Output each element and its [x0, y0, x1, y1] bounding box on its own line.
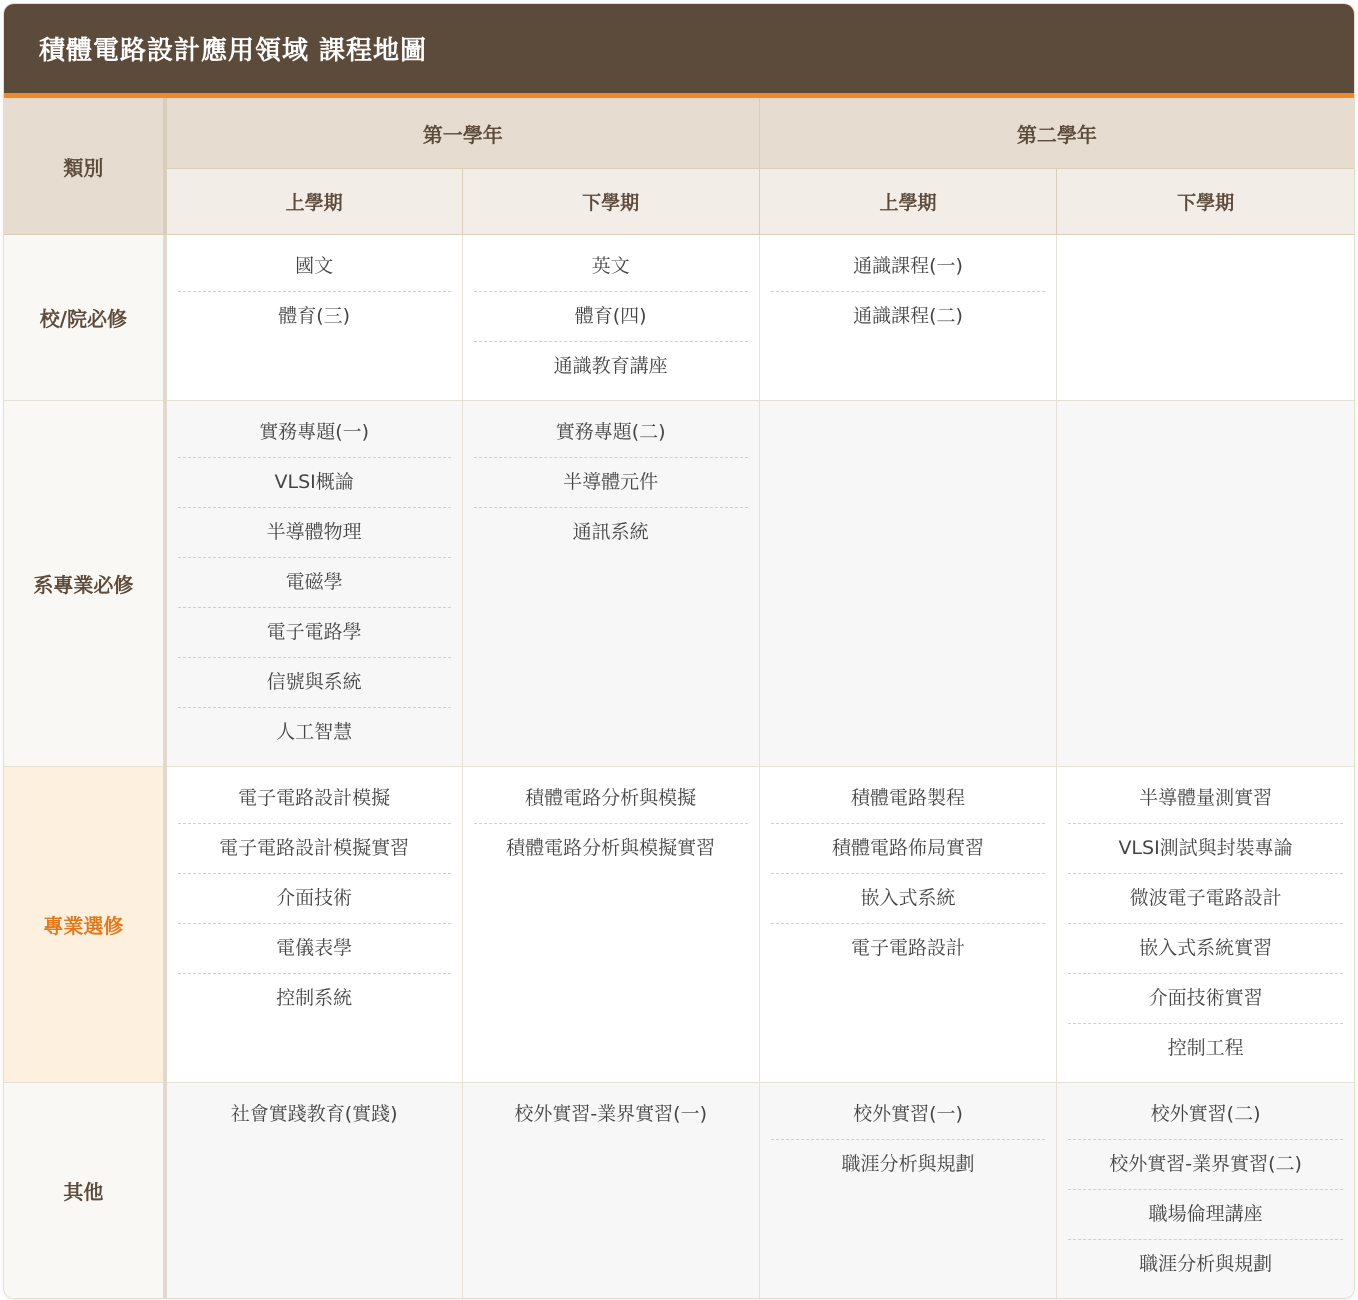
table-row: [4, 1083, 1354, 1299]
course-item: 半導體元件: [474, 458, 748, 508]
course-item: 半導體量測實習: [1068, 774, 1343, 824]
header-year1-semester1: 上學期: [165, 169, 462, 235]
semester-cell: [165, 235, 462, 401]
course-item: 電子電路設計模擬實習: [178, 824, 451, 874]
course-map-table: [4, 98, 1354, 1298]
course-item: 實務專題(一): [178, 408, 451, 458]
course-item: 職場倫理講座: [1068, 1190, 1343, 1240]
course-item: 積體電路製程: [771, 774, 1045, 824]
course-item: 校外實習-業界實習(一): [514, 1103, 708, 1125]
course-item: 電子電路設計模擬: [178, 774, 451, 824]
course-item: 介面技術: [178, 874, 451, 924]
category-school-required: 校/院必修: [4, 235, 165, 401]
course-item: 電磁學: [178, 558, 451, 608]
header-year2-semester2: 下學期: [1057, 169, 1354, 235]
header-category: 類別: [4, 98, 165, 235]
course-item: 半導體物理: [178, 508, 451, 558]
course-item: 校外實習-業界實習(二): [1068, 1140, 1343, 1190]
semester-cell: [462, 401, 759, 767]
course-item: 嵌入式系統: [771, 874, 1045, 924]
course-item: 電子電路設計: [850, 937, 965, 959]
course-item: 信號與系統: [178, 658, 451, 708]
course-item: 嵌入式系統實習: [1068, 924, 1343, 974]
course-item: 控制系統: [276, 987, 353, 1009]
course-item: 通訊系統: [572, 521, 649, 543]
page-title: 積體電路設計應用領域 課程地圖: [39, 36, 428, 66]
course-map-card: [4, 4, 1354, 1298]
header-year-2: 第二學年: [759, 98, 1354, 169]
course-item: 體育(四): [474, 292, 748, 342]
semester-cell: [462, 235, 759, 401]
course-item: 職涯分析與規劃: [841, 1153, 975, 1175]
course-item: 英文: [474, 242, 748, 292]
semester-cell: [165, 1083, 462, 1299]
semester-cell: [759, 767, 1056, 1083]
semester-cell: [462, 1083, 759, 1299]
course-item: 實務專題(二): [474, 408, 748, 458]
course-item: 電子電路學: [178, 608, 451, 658]
course-item: 電儀表學: [178, 924, 451, 974]
semester-cell: [165, 767, 462, 1083]
course-item: 校外實習(二): [1068, 1090, 1343, 1140]
course-item: 通識教育講座: [553, 355, 668, 377]
course-item: 人工智慧: [276, 721, 353, 743]
semester-cell: [759, 401, 1056, 767]
semester-cell: [1057, 235, 1354, 401]
course-item: 控制工程: [1167, 1037, 1244, 1059]
header-year1-semester2: 下學期: [462, 169, 759, 235]
course-item: 積體電路分析與模擬: [474, 774, 748, 824]
semester-cell: [1057, 767, 1354, 1083]
semester-cell: [1057, 1083, 1354, 1299]
course-item: 通識課程(一): [771, 242, 1045, 292]
category-other: 其他: [4, 1083, 165, 1299]
category-dept-required: 系專業必修: [4, 401, 165, 767]
semester-cell: [1057, 401, 1354, 767]
category-elective: 專業選修: [4, 767, 165, 1083]
title-bar: [4, 4, 1354, 98]
course-item: 微波電子電路設計: [1068, 874, 1343, 924]
course-item: 積體電路佈局實習: [771, 824, 1045, 874]
course-item: VLSI概論: [178, 458, 451, 508]
course-item: 通識課程(二): [853, 305, 963, 327]
course-item: 體育(三): [278, 305, 351, 327]
course-item: 校外實習(一): [771, 1090, 1045, 1140]
semester-cell: [759, 1083, 1056, 1299]
course-item: 國文: [178, 242, 451, 292]
course-item: 積體電路分析與模擬實習: [506, 837, 716, 859]
course-item: 社會實踐教育(實踐): [230, 1103, 398, 1125]
course-item: VLSI測試與封裝專論: [1068, 824, 1343, 874]
header-year-1: 第一學年: [165, 98, 760, 169]
course-item: 介面技術實習: [1068, 974, 1343, 1024]
semester-cell: [462, 767, 759, 1083]
table-row: [4, 401, 1354, 767]
semester-cell: [165, 401, 462, 767]
course-item: 職涯分析與規劃: [1139, 1253, 1273, 1275]
semester-cell: [759, 235, 1056, 401]
table-row: [4, 235, 1354, 401]
header-year2-semester1: 上學期: [759, 169, 1056, 235]
table-row: [4, 767, 1354, 1083]
